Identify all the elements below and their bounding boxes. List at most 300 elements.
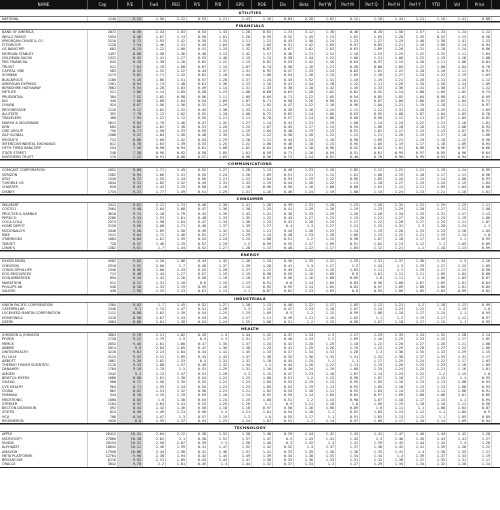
row-name-cell: ELI LILLY xyxy=(0,355,88,359)
table-cell: 8.94 xyxy=(118,173,143,177)
table-cell: 1.24 xyxy=(315,39,336,43)
row-name-cell: BECTON DICKINSON xyxy=(0,406,88,410)
table-cell: 1.14 xyxy=(294,155,315,159)
table-cell: 1.14 xyxy=(447,168,468,172)
table-cell: 0.49 xyxy=(187,181,208,185)
table-body xyxy=(0,9,500,468)
table-cell: 1.14 xyxy=(468,462,492,466)
table-cell: 1.01 xyxy=(447,281,468,285)
table-row[interactable] xyxy=(0,289,500,293)
table-cell: 1.08 xyxy=(468,346,492,350)
table-cell: 3216 xyxy=(88,39,118,43)
table-cell: 2918 xyxy=(88,264,118,268)
table-cell: 438 xyxy=(88,289,118,293)
table-cell: 1.23 xyxy=(384,372,405,376)
table-cell: 1.39 xyxy=(426,445,447,449)
table-cell: 9.5 xyxy=(118,346,143,350)
table-cell: 0.54 xyxy=(336,95,360,99)
table-row[interactable] xyxy=(0,17,500,21)
table-cell: 0.94 xyxy=(468,419,492,423)
table-cell: 1.29 xyxy=(405,264,426,268)
table-cell: 1.26 xyxy=(468,441,492,445)
table-cell: 1.32 xyxy=(208,229,229,233)
table-row[interactable] xyxy=(0,246,500,250)
column-header[interactable]: NAME xyxy=(0,0,88,9)
row-name-cell: UNITEDHEALTH xyxy=(0,350,88,354)
table-cell: 1.26 xyxy=(229,173,252,177)
column-header[interactable]: Perf H xyxy=(384,0,405,9)
table-cell: 1361 xyxy=(88,82,118,86)
table-cell: 1.19 xyxy=(208,242,229,246)
row-name-cell: TRAVELERS xyxy=(0,116,88,120)
table-cell: 1.25 xyxy=(208,142,229,146)
table-cell: 0.54 xyxy=(273,389,294,393)
table-cell: 1318 xyxy=(88,316,118,320)
table-cell: 1.41 xyxy=(360,432,384,436)
table-cell: 1.24 xyxy=(208,173,229,177)
table-cell: 1.26 xyxy=(229,138,252,142)
table-cell: 0.95 xyxy=(252,35,273,39)
table-cell: 1.28 xyxy=(208,372,229,376)
table-cell: 8.94 xyxy=(118,82,143,86)
table-row[interactable] xyxy=(0,320,500,324)
table-cell: 1.45 xyxy=(405,437,426,441)
table-cell: 1.16 xyxy=(294,272,315,276)
table-cell: 1.02 xyxy=(468,337,492,341)
table-cell: 1.25 xyxy=(229,311,252,315)
table-cell: 1.11 xyxy=(252,138,273,142)
table-cell: 0.53 xyxy=(187,142,208,146)
table-cell: 1.53 xyxy=(166,359,187,363)
table-cell: 1.17 xyxy=(405,311,426,315)
table-cell: 1.25 xyxy=(384,52,405,56)
table-cell: 1.46 xyxy=(143,43,166,47)
table-cell: 1.12 xyxy=(360,303,384,307)
table-cell: 0.71 xyxy=(273,151,294,155)
table-cell: 1.24 xyxy=(229,103,252,107)
table-cell: 27866 xyxy=(88,437,118,441)
table-cell: 2.62 xyxy=(143,437,166,441)
row-name-cell: GILEAD xyxy=(0,380,88,384)
section-title: FINANCIALS xyxy=(0,22,500,30)
table-cell: 1.57 xyxy=(229,437,252,441)
table-cell: 0.91 xyxy=(336,242,360,246)
table-cell: 1.05 xyxy=(315,285,336,289)
table-cell: 1.32 xyxy=(208,121,229,125)
table-cell: 1.74 xyxy=(143,372,166,376)
table-cell: 1.1 xyxy=(360,316,384,320)
table-cell: 1.05 xyxy=(315,95,336,99)
table-cell: 1.22 xyxy=(294,95,315,99)
table-cell: 1.15 xyxy=(447,372,468,376)
table-cell: 0.69 xyxy=(468,95,492,99)
table-cell: 1.11 xyxy=(252,316,273,320)
table-cell: 1.28 xyxy=(384,35,405,39)
table-cell: 1.43 xyxy=(166,316,187,320)
row-name-cell: AON xyxy=(0,125,88,129)
table-cell: 0.42 xyxy=(187,454,208,458)
table-cell: 1.36 xyxy=(208,207,229,211)
table-row[interactable] xyxy=(0,462,500,466)
table-cell: 0.55 xyxy=(187,385,208,389)
table-cell: 3864 xyxy=(88,333,118,337)
column-header[interactable]: Beta xyxy=(294,0,315,9)
table-cell: 1.23 xyxy=(229,82,252,86)
table-cell: 0.44 xyxy=(273,229,294,233)
table-cell: 1.14 xyxy=(294,281,315,285)
table-cell: 9.76 xyxy=(118,462,143,466)
table-cell: 1.21 xyxy=(252,108,273,112)
table-cell: 0.55 xyxy=(273,415,294,419)
table-cell: 0.47 xyxy=(273,103,294,107)
table-cell: 0.46 xyxy=(187,224,208,228)
table-cell: 1.12 xyxy=(405,410,426,414)
table-cell: 1.38 xyxy=(229,207,252,211)
table-cell: 1.09 xyxy=(315,272,336,276)
table-cell: 1.13 xyxy=(208,52,229,56)
column-header[interactable]: YTD xyxy=(426,0,447,9)
section-title: HEALTH xyxy=(0,325,500,333)
table-cell: 1.3 xyxy=(229,307,252,311)
table-cell: 1.08 xyxy=(315,185,336,189)
table-cell: 0.55 xyxy=(187,116,208,120)
column-header[interactable]: P/S xyxy=(187,0,208,9)
table-cell: 0.52 xyxy=(187,303,208,307)
table-cell: 1.41 xyxy=(315,437,336,441)
table-cell: 1.07 xyxy=(426,116,447,120)
row-name-cell: CVS HEALTH xyxy=(0,385,88,389)
row-name-cell: COMCAST CORPORATION xyxy=(0,168,88,172)
table-cell: 0.29 xyxy=(273,432,294,436)
table-cell: 1.41 xyxy=(405,86,426,90)
column-header[interactable]: Cap xyxy=(88,0,118,9)
row-name-cell: SCHWAB xyxy=(0,73,88,77)
table-cell: 0.83 xyxy=(336,281,360,285)
table-cell: 1.02 xyxy=(315,17,336,21)
column-header[interactable]: Perf M xyxy=(336,0,360,9)
table-cell: 1.13 xyxy=(426,380,447,384)
table-cell: 7.64 xyxy=(118,65,143,69)
table-cell: 0.45 xyxy=(187,333,208,337)
table-cell: 0.32 xyxy=(273,445,294,449)
table-cell: 1.07 xyxy=(447,129,468,133)
row-name-cell: CATERPILLAR xyxy=(0,307,88,311)
table-cell: 1.14 xyxy=(447,233,468,237)
row-name-cell: MERCK xyxy=(0,342,88,346)
table-cell: 0.45 xyxy=(273,125,294,129)
table-cell: 1.18 xyxy=(252,17,273,21)
column-header[interactable]: EPS xyxy=(229,0,252,9)
table-cell: 254 xyxy=(88,146,118,150)
column-header[interactable]: Fwd xyxy=(143,0,166,9)
table-cell: 0.52 xyxy=(187,112,208,116)
table-cell: 1.89 xyxy=(166,458,187,462)
table-cell: 0.46 xyxy=(273,142,294,146)
table-row[interactable] xyxy=(0,190,500,194)
table-cell: 1.23 xyxy=(384,307,405,311)
table-cell: 1.19 xyxy=(360,229,384,233)
table-cell: 1.13 xyxy=(384,410,405,414)
table-cell: 0.68 xyxy=(252,90,273,94)
table-cell: 0.54 xyxy=(187,398,208,402)
table-cell: 0.95 xyxy=(468,237,492,241)
column-header[interactable]: Price xyxy=(468,0,492,9)
table-cell: 1.12 xyxy=(468,78,492,82)
table-cell: 1.25 xyxy=(294,359,315,363)
table-cell: 1.17 xyxy=(426,268,447,272)
table-cell: 1.11 xyxy=(405,185,426,189)
table-cell: 1.35 xyxy=(360,450,384,454)
table-cell: 862 xyxy=(88,389,118,393)
table-cell: 8.56 xyxy=(118,30,143,34)
table-cell: 2.06 xyxy=(143,264,166,268)
table-cell: 0.96 xyxy=(336,103,360,107)
table-cell: 1.26 xyxy=(229,35,252,39)
table-cell: 1.31 xyxy=(336,355,360,359)
table-cell: 9.34 xyxy=(118,216,143,220)
table-cell: 0.54 xyxy=(187,30,208,34)
table-cell: 1.12 xyxy=(384,272,405,276)
table-cell: 1.24 xyxy=(360,264,384,268)
table-cell: 1.45 xyxy=(336,86,360,90)
table-cell: 0.43 xyxy=(187,458,208,462)
column-header[interactable]: Vol xyxy=(447,0,468,9)
table-cell: 1.14 xyxy=(447,43,468,47)
table-cell: 1.26 xyxy=(384,229,405,233)
table-cell: 1.02 xyxy=(252,103,273,107)
table-cell: 0.95 xyxy=(468,311,492,315)
table-cell: 1.27 xyxy=(384,216,405,220)
table-cell: 1.31 xyxy=(360,259,384,263)
table-cell: 0.91 xyxy=(468,69,492,73)
table-cell: 1.39 xyxy=(166,237,187,241)
table-cell: 0.66 xyxy=(468,146,492,150)
table-cell: 1.16 xyxy=(447,367,468,371)
table-cell: 1.23 xyxy=(229,380,252,384)
column-header[interactable]: PEG xyxy=(166,0,187,9)
table-cell: 1.21 xyxy=(360,216,384,220)
table-cell: 1.93 xyxy=(143,216,166,220)
table-cell: 1.18 xyxy=(294,410,315,414)
table-cell: 0.41 xyxy=(273,207,294,211)
table-cell: 1.11 xyxy=(426,389,447,393)
table-cell: 1.26 xyxy=(252,264,273,268)
row-name-cell: US BANCORP xyxy=(0,47,88,51)
table-cell: 1.02 xyxy=(229,146,252,150)
table-cell: 1.26 xyxy=(315,207,336,211)
table-cell: 1.17 xyxy=(336,220,360,224)
table-cell: 1.08 xyxy=(447,125,468,129)
table-cell: 1.19 xyxy=(166,285,187,289)
table-cell: 1.13 xyxy=(143,112,166,116)
table-cell: 1.27 xyxy=(426,133,447,137)
row-name-cell: WALMART xyxy=(0,203,88,207)
table-cell: 1116 xyxy=(88,108,118,112)
table-cell: 0.48 xyxy=(187,52,208,56)
table-cell: 1.31 xyxy=(166,43,187,47)
table-cell: 1.06 xyxy=(468,216,492,220)
table-cell: 0.81 xyxy=(360,151,384,155)
table-cell: 1.27 xyxy=(166,56,187,60)
table-cell: 0.97 xyxy=(360,285,384,289)
table-cell: 1.74 xyxy=(273,30,294,34)
table-cell: 1.21 xyxy=(208,389,229,393)
row-name-cell: COSTCO xyxy=(0,207,88,211)
table-cell: 1.23 xyxy=(405,190,426,194)
table-cell: 1128 xyxy=(88,43,118,47)
table-cell: 0.39 xyxy=(273,203,294,207)
table-cell: 1.17 xyxy=(294,242,315,246)
table-cell: 1.12 xyxy=(447,268,468,272)
table-cell: 0.45 xyxy=(187,108,208,112)
table-cell: 9.1 xyxy=(118,307,143,311)
table-cell: 1.23 xyxy=(405,367,426,371)
row-name-cell: CME GROUP xyxy=(0,129,88,133)
table-cell: 0.97 xyxy=(360,393,384,397)
table-cell: 0.83 xyxy=(360,43,384,47)
table-cell: 1.15 xyxy=(426,311,447,315)
table-cell: 1.48 xyxy=(252,432,273,436)
table-cell: 2.28 xyxy=(143,86,166,90)
column-header-row xyxy=(0,0,500,9)
table-cell: 1.08 xyxy=(447,177,468,181)
table-cell: 1.05 xyxy=(315,281,336,285)
table-cell: 1.24 xyxy=(405,359,426,363)
table-cell: 0.44 xyxy=(273,363,294,367)
table-cell: 0.44 xyxy=(187,259,208,263)
table-cell: 1.32 xyxy=(426,52,447,56)
table-cell: 1.2 xyxy=(294,237,315,241)
table-cell: 0.82 xyxy=(468,289,492,293)
table-cell: 1.13 xyxy=(252,246,273,250)
table-cell: 0.89 xyxy=(468,415,492,419)
table-cell: 1.22 xyxy=(447,346,468,350)
table-cell: 1.09 xyxy=(315,242,336,246)
table-cell: 1.42 xyxy=(143,406,166,410)
table-cell: 1.24 xyxy=(208,376,229,380)
table-cell: 1.25 xyxy=(229,125,252,129)
table-cell: 1.45 xyxy=(166,168,187,172)
table-cell: 2046 xyxy=(88,229,118,233)
column-header[interactable]: Perf Y xyxy=(405,0,426,9)
table-cell: 2.2 xyxy=(143,462,166,466)
table-cell: 1.03 xyxy=(447,112,468,116)
table-cell: 1.19 xyxy=(294,129,315,133)
table-cell: 1.28 xyxy=(229,30,252,34)
table-cell: 9.98 xyxy=(118,454,143,458)
table-cell: 1.42 xyxy=(229,52,252,56)
table-cell: 1.21 xyxy=(426,190,447,194)
table-cell: 0.56 xyxy=(273,276,294,280)
table-cell: 1.24 xyxy=(208,320,229,324)
table-cell: 1.31 xyxy=(143,281,166,285)
table-cell: 1.32 xyxy=(208,363,229,367)
table-cell: 1.1 xyxy=(229,289,252,293)
table-cell: 1.02 xyxy=(252,389,273,393)
table-cell: 1.2 xyxy=(426,307,447,311)
table-cell: 9.92 xyxy=(118,355,143,359)
table-cell: 1.11 xyxy=(426,60,447,64)
column-header[interactable]: P/B xyxy=(208,0,229,9)
table-cell: 1.12 xyxy=(166,17,187,21)
table-cell: 1.27 xyxy=(208,246,229,250)
table-cell: 2.38 xyxy=(143,454,166,458)
table-cell: 1.24 xyxy=(208,398,229,402)
table-row[interactable] xyxy=(0,155,500,159)
table-cell: 1.55 xyxy=(143,177,166,181)
column-header[interactable]: P/E xyxy=(118,0,143,9)
section-title: CONSUMER xyxy=(0,195,500,203)
table-cell: 1.27 xyxy=(208,168,229,172)
table-cell: 1.21 xyxy=(294,173,315,177)
section-title: INDUSTRIALS xyxy=(0,295,500,303)
table-cell: 1.13 xyxy=(252,168,273,172)
table-cell: 0.9 xyxy=(336,272,360,276)
table-cell: 1.79 xyxy=(166,212,187,216)
column-header[interactable]: Div xyxy=(273,0,294,9)
table-row[interactable] xyxy=(0,419,500,423)
table-cell: 1.33 xyxy=(208,216,229,220)
table-cell: 924 xyxy=(88,103,118,107)
table-cell: 1.35 xyxy=(426,355,447,359)
table-cell: 1.88 xyxy=(143,363,166,367)
table-cell: 1.21 xyxy=(468,450,492,454)
column-header[interactable]: Perf W xyxy=(315,0,336,9)
table-cell: 1.05 xyxy=(315,43,336,47)
table-cell: 1.47 xyxy=(229,355,252,359)
column-header[interactable]: Perf Q xyxy=(360,0,384,9)
table-cell: 17958 xyxy=(88,450,118,454)
table-cell: 1.08 xyxy=(384,281,405,285)
table-cell: 0.53 xyxy=(187,402,208,406)
table-cell: 1497 xyxy=(88,52,118,56)
table-cell: 1.67 xyxy=(143,35,166,39)
table-cell: 8.45 xyxy=(118,185,143,189)
table-cell: 1.21 xyxy=(384,246,405,250)
table-cell: 1.61 xyxy=(143,320,166,324)
table-cell: 1.03 xyxy=(426,99,447,103)
table-cell: 1.28 xyxy=(229,168,252,172)
table-cell: 1.05 xyxy=(360,385,384,389)
table-cell: 1.1 xyxy=(447,311,468,315)
table-cell: 0.73 xyxy=(468,90,492,94)
table-cell: 1.22 xyxy=(405,372,426,376)
table-cell: 1.24 xyxy=(447,224,468,228)
table-cell: 2.24 xyxy=(143,350,166,354)
table-cell: 1.34 xyxy=(405,462,426,466)
table-cell: 0.41 xyxy=(187,445,208,449)
row-name-cell: ZOETIS xyxy=(0,410,88,414)
table-cell: 728 xyxy=(88,242,118,246)
table-cell: 1.46 xyxy=(384,437,405,441)
table-cell: 1.68 xyxy=(143,268,166,272)
table-cell: 1.01 xyxy=(468,121,492,125)
table-cell: 1.14 xyxy=(447,78,468,82)
table-cell: 8.44 xyxy=(118,276,143,280)
table-cell: 1.17 xyxy=(315,303,336,307)
table-cell: 0.97 xyxy=(405,151,426,155)
table-cell: 9.16 xyxy=(118,78,143,82)
table-cell: 7.86 xyxy=(118,90,143,94)
table-cell: 1.19 xyxy=(447,216,468,220)
column-header[interactable]: ROE xyxy=(252,0,273,9)
table-cell: 1.19 xyxy=(229,272,252,276)
row-name-cell: MARSH & MCLENNAN xyxy=(0,121,88,125)
table-cell: 1.13 xyxy=(229,281,252,285)
table-cell: 0.71 xyxy=(273,95,294,99)
table-cell: 1.04 xyxy=(426,112,447,116)
table-cell: 1.38 xyxy=(166,125,187,129)
